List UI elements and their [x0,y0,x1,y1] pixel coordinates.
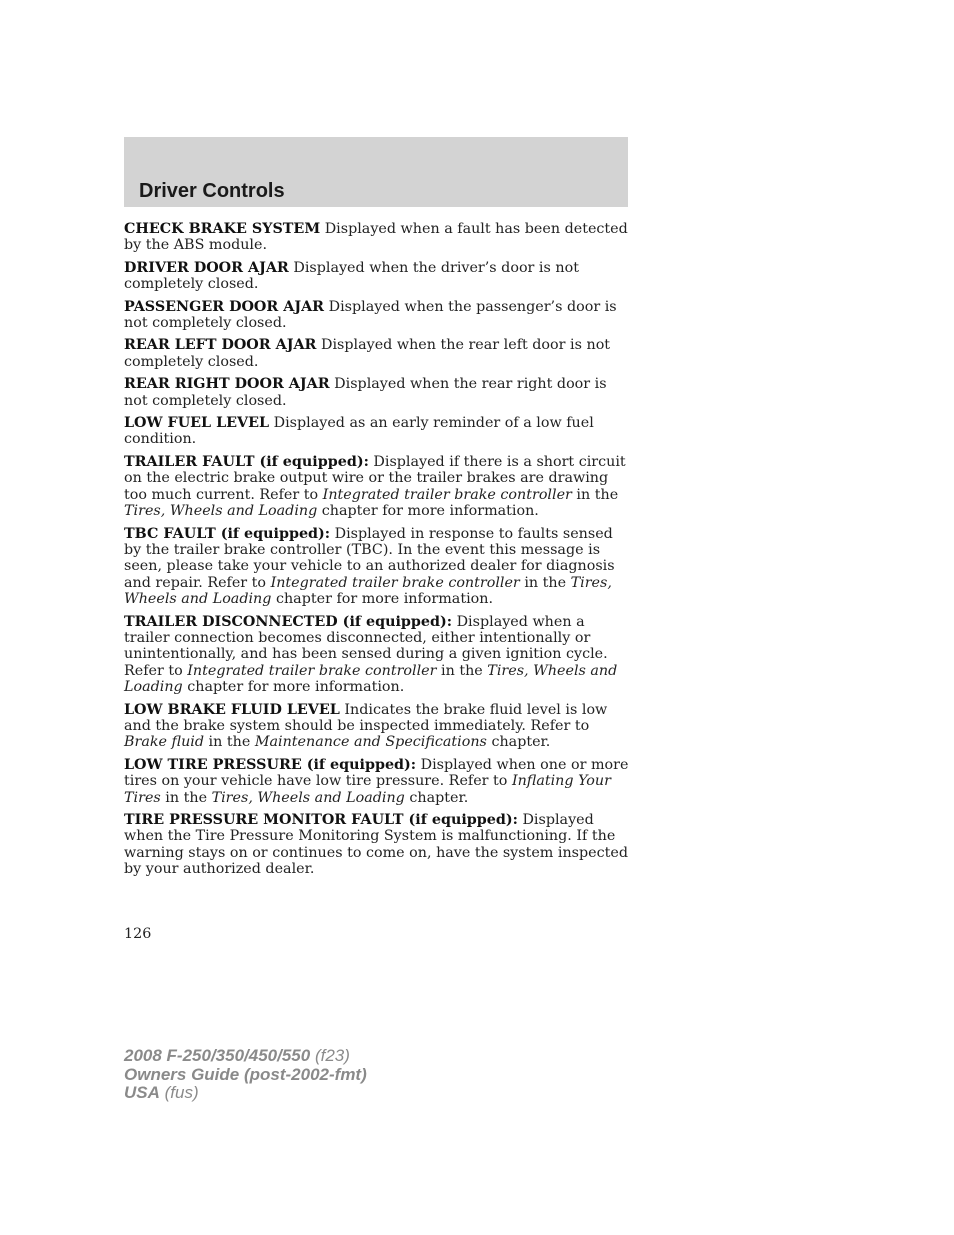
entry-text: Displayed if there is a short circuit on the electric brake output wire or the trailer brakes are drawing too much current. Refer to [124,453,626,503]
entry-text: chapter for more information. [182,679,405,696]
entry-term: REAR LEFT DOOR AJAR [124,337,317,354]
entry-term: PASSENGER DOOR AJAR [124,298,325,315]
entry-low-brake-fluid-level [124,702,630,751]
footer-model-code: (f23) [310,1046,350,1065]
entry-term: TRAILER FAULT (if equipped): [124,453,369,470]
entry-term: DRIVER DOOR AJAR [124,259,289,276]
entry-text: Displayed when the Tire Pressure Monitoring System is malfunctioning. If the warning stays on or continues to come on, have the system inspected by your authorized dealer. [124,812,628,878]
entry-chapter-reference: Tires, Wheels and Loading [211,789,405,806]
footer-guide: Owners Guide (post-2002-fmt) [124,1064,367,1084]
entry-text: in the [519,574,571,591]
entry-driver-door-ajar [124,260,630,293]
entry-check-brake-system [124,221,630,254]
entry-low-fuel-level [124,415,630,448]
entry-low-tire-pressure [124,757,630,806]
section-header-band [124,137,628,207]
entry-tbc-fault [124,526,630,608]
entry-text: in the [160,789,212,806]
entry-term: LOW TIRE PRESSURE (if equipped): [124,756,417,773]
entry-text: Displayed when the passenger’s door is not completely closed. [124,298,617,332]
entry-rear-left-door-ajar [124,337,630,370]
entry-reference: Integrated trailer brake controller [187,662,437,679]
entry-reference: Integrated trailer brake controller [322,486,572,503]
entry-term: LOW BRAKE FLUID LEVEL [124,701,340,718]
footer-market-line [124,1084,367,1103]
entry-trailer-disconnected [124,614,630,696]
footer-model-line [124,1047,367,1066]
entry-text: chapter for more information. [271,591,493,608]
entry-tire-pressure-monitor-fault [124,812,630,878]
entry-chapter-reference: Maintenance and Specifications [254,734,487,751]
entry-rear-right-door-ajar [124,376,630,409]
entry-chapter-reference: Tires, Wheels and Loading [124,503,318,520]
entry-text: Displayed as an early reminder of a low fuel condition. [124,415,594,448]
footer-model: 2008 F-250/350/450/550 [124,1046,311,1065]
entry-text: chapter. [404,789,469,806]
entry-term: LOW FUEL LEVEL [124,415,270,432]
footer-market-code: (fus) [159,1083,199,1102]
entry-text: Displayed when a trailer connection becomes disconnected, either intentionally or unintentionally, and has been sensed during a given ignition cycle. Refer to [124,613,608,679]
entry-term: TRAILER DISCONNECTED (if equipped): [124,613,453,630]
entry-chapter-reference: Tires, Wheels and Loading [124,574,612,608]
entry-text: chapter for more information. [317,503,539,520]
entry-text: Displayed in response to faults sensed by the trailer brake controller (TBC). In the event this message is seen, please take your vehicle to an authorized dealer for diagnosis and repair. Refer to [124,525,615,591]
entry-chapter-reference: Tires, Wheels and Loading [124,662,618,696]
entry-text: Displayed when the driver’s door is not completely closed. [124,259,579,293]
entry-text: Displayed when the rear right door is not completely closed. [124,376,607,409]
entry-trailer-fault [124,454,630,520]
entry-term: REAR RIGHT DOOR AJAR [124,376,330,393]
entry-reference: Inflating Your Tires [124,773,611,806]
footer-guide-line [124,1066,367,1085]
entry-term: TBC FAULT (if equipped): [124,525,331,542]
document-footer [124,1047,367,1103]
entry-text: in the [436,662,488,679]
entry-text: Displayed when a fault has been detected by the ABS module. [124,221,628,254]
entry-text: Displayed when one or more tires on your vehicle have low tire pressure. Refer to [124,756,629,790]
entry-term: CHECK BRAKE SYSTEM [124,221,321,237]
entry-reference: Integrated trailer brake controller [270,574,520,591]
page-number: 126 [124,926,152,942]
entry-text: in the [204,734,255,751]
entry-text: Displayed when the rear left door is not completely closed. [124,337,611,370]
entry-text: in the [571,486,619,503]
footer-market: USA [124,1083,160,1102]
section-title: Driver Controls [139,180,285,202]
message-list [124,221,630,884]
entry-text: chapter. [486,734,551,751]
entry-term: TIRE PRESSURE MONITOR FAULT (if equipped): [124,812,518,828]
entry-text: Indicates the brake fluid level is low and the brake system should be inspected immediately. Refer to [124,701,608,734]
entry-reference: Brake fluid [124,734,205,751]
entry-passenger-door-ajar [124,299,630,332]
